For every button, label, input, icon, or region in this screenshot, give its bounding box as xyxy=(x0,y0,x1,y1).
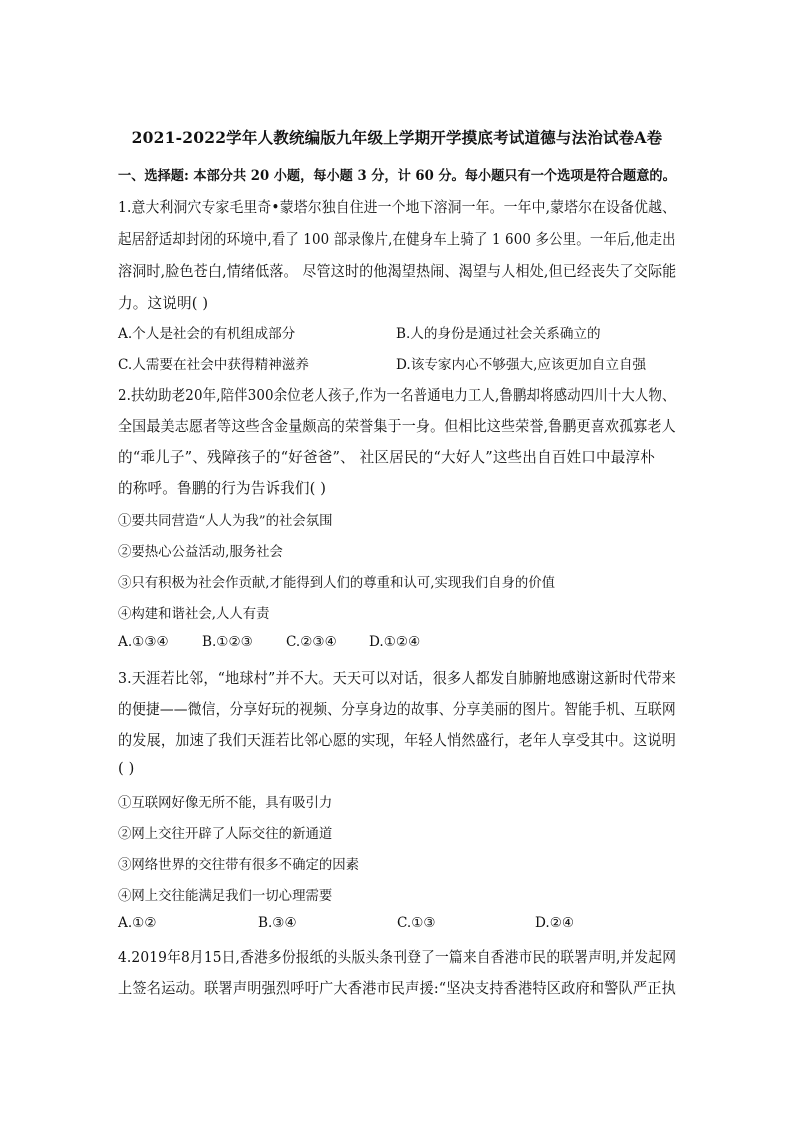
q2-option-d[interactable]: D.①②④ xyxy=(369,634,421,650)
q3-statement-3: ③网络世界的交往带有很多不确定的因素 xyxy=(118,858,360,873)
section-header: 一、选择题: 本部分共 20 小题，每小题 3 分，计 60 分。每小题只有一个选项是符合题意的。 xyxy=(118,168,676,184)
q2-statement-4: ④构建和谐社会,人人有责 xyxy=(118,607,270,622)
q3-option-d[interactable]: D.②④ xyxy=(535,915,575,931)
q3-line-1: 3.天涯若比邻，“地球村”并不大。天天可以对话，很多人都发自肺腑地感谢这新时代带来 xyxy=(118,670,676,687)
q4-line-1: 4.2019年8月15日,香港多份报纸的头版头条刊登了一篇来自香港市民的联署声明,并发起网 xyxy=(118,949,677,966)
q2-line-2: 全国最美志愿者等这些含金量颇高的荣誉集于一身。但相比这些荣誉,鲁鹏更喜欢孤寡老人 xyxy=(118,418,676,435)
q2-option-c[interactable]: C.②③④ xyxy=(286,634,337,650)
q2-line-3: 的“乖儿子”、残障孩子的“好爸爸”、 社区居民的“大好人”这些出自百姓口中最淳朴 xyxy=(118,449,656,466)
q3-option-c[interactable]: C.①③ xyxy=(397,915,436,931)
q3-line-3: 的发展，加速了我们天涯若比邻心愿的实现，年轻人悄然盛行，老年人享受其中。这说明 xyxy=(118,732,676,749)
q3-statement-1: ①互联网好像无所不能，具有吸引力 xyxy=(118,796,333,811)
q2-statement-3: ③只有积极为社会作贡献,才能得到人们的尊重和认可,实现我们自身的价值 xyxy=(118,576,556,591)
q1-option-a[interactable]: A.个人是社会的有机组成部分 xyxy=(118,326,296,342)
q2-line-4: 的称呼。鲁鹏的行为告诉我们( ) xyxy=(118,480,327,497)
q3-option-a[interactable]: A.①② xyxy=(118,915,157,931)
q3-statement-2: ②网上交往开辟了人际交往的新通道 xyxy=(118,827,333,842)
q1-line-2: 起居舒适却封闭的环境中,看了 100 部录像片,在健身车上骑了 1 600 多公里。一年后,他走出 xyxy=(118,231,676,248)
q2-statement-2: ②要热心公益活动,服务社会 xyxy=(118,545,283,560)
q2-option-a[interactable]: A.①③④ xyxy=(118,634,169,650)
q1-line-3: 溶洞时,脸色苍白,情绪低落。 尽管这时的他渴望热闹、渴望与人相处,但已经丧失了交际能 xyxy=(118,263,677,280)
q1-option-b[interactable]: B.人的身份是通过社会关系确立的 xyxy=(396,326,601,342)
q1-line-4: 力。这说明( ) xyxy=(118,295,209,312)
q3-line-4: ( ) xyxy=(118,760,135,777)
q2-line-1: 2.扶幼助老20年,陪伴300余位老人孩子,作为一名普通电力工人,鲁鹏却将感动四川十大人物、 xyxy=(118,387,676,404)
q1-option-c[interactable]: C.人需要在社会中获得精神滋养 xyxy=(118,357,309,373)
page-title: 2021-2022学年人教统编版九年级上学期开学摸底考试道德与法治试卷A卷 xyxy=(131,128,663,147)
q1-line-1: 1.意大利洞穴专家毛里奇•蒙塔尔独自住进一个地下溶洞一年。一年中,蒙塔尔在设备优越、 xyxy=(118,199,677,216)
q2-statement-1: ①要共同营造“人人为我”的社会氛围 xyxy=(118,514,333,529)
q3-option-b[interactable]: B.③④ xyxy=(258,915,297,931)
q3-line-2: 的便捷——微信，分享好玩的视频、分享身边的故事、分享美丽的图片。智能手机、互联网 xyxy=(118,701,676,718)
q4-line-2: 上签名运动。联署声明强烈呼吁广大香港市民声援:“坚决支持香港特区政府和警队严正执 xyxy=(118,980,676,997)
q2-option-b[interactable]: B.①②③ xyxy=(202,634,253,650)
q3-statement-4: ④网上交往能满足我们一切心理需要 xyxy=(118,889,333,904)
q1-option-d[interactable]: D.该专家内心不够强大,应该更加自立自强 xyxy=(396,357,647,373)
